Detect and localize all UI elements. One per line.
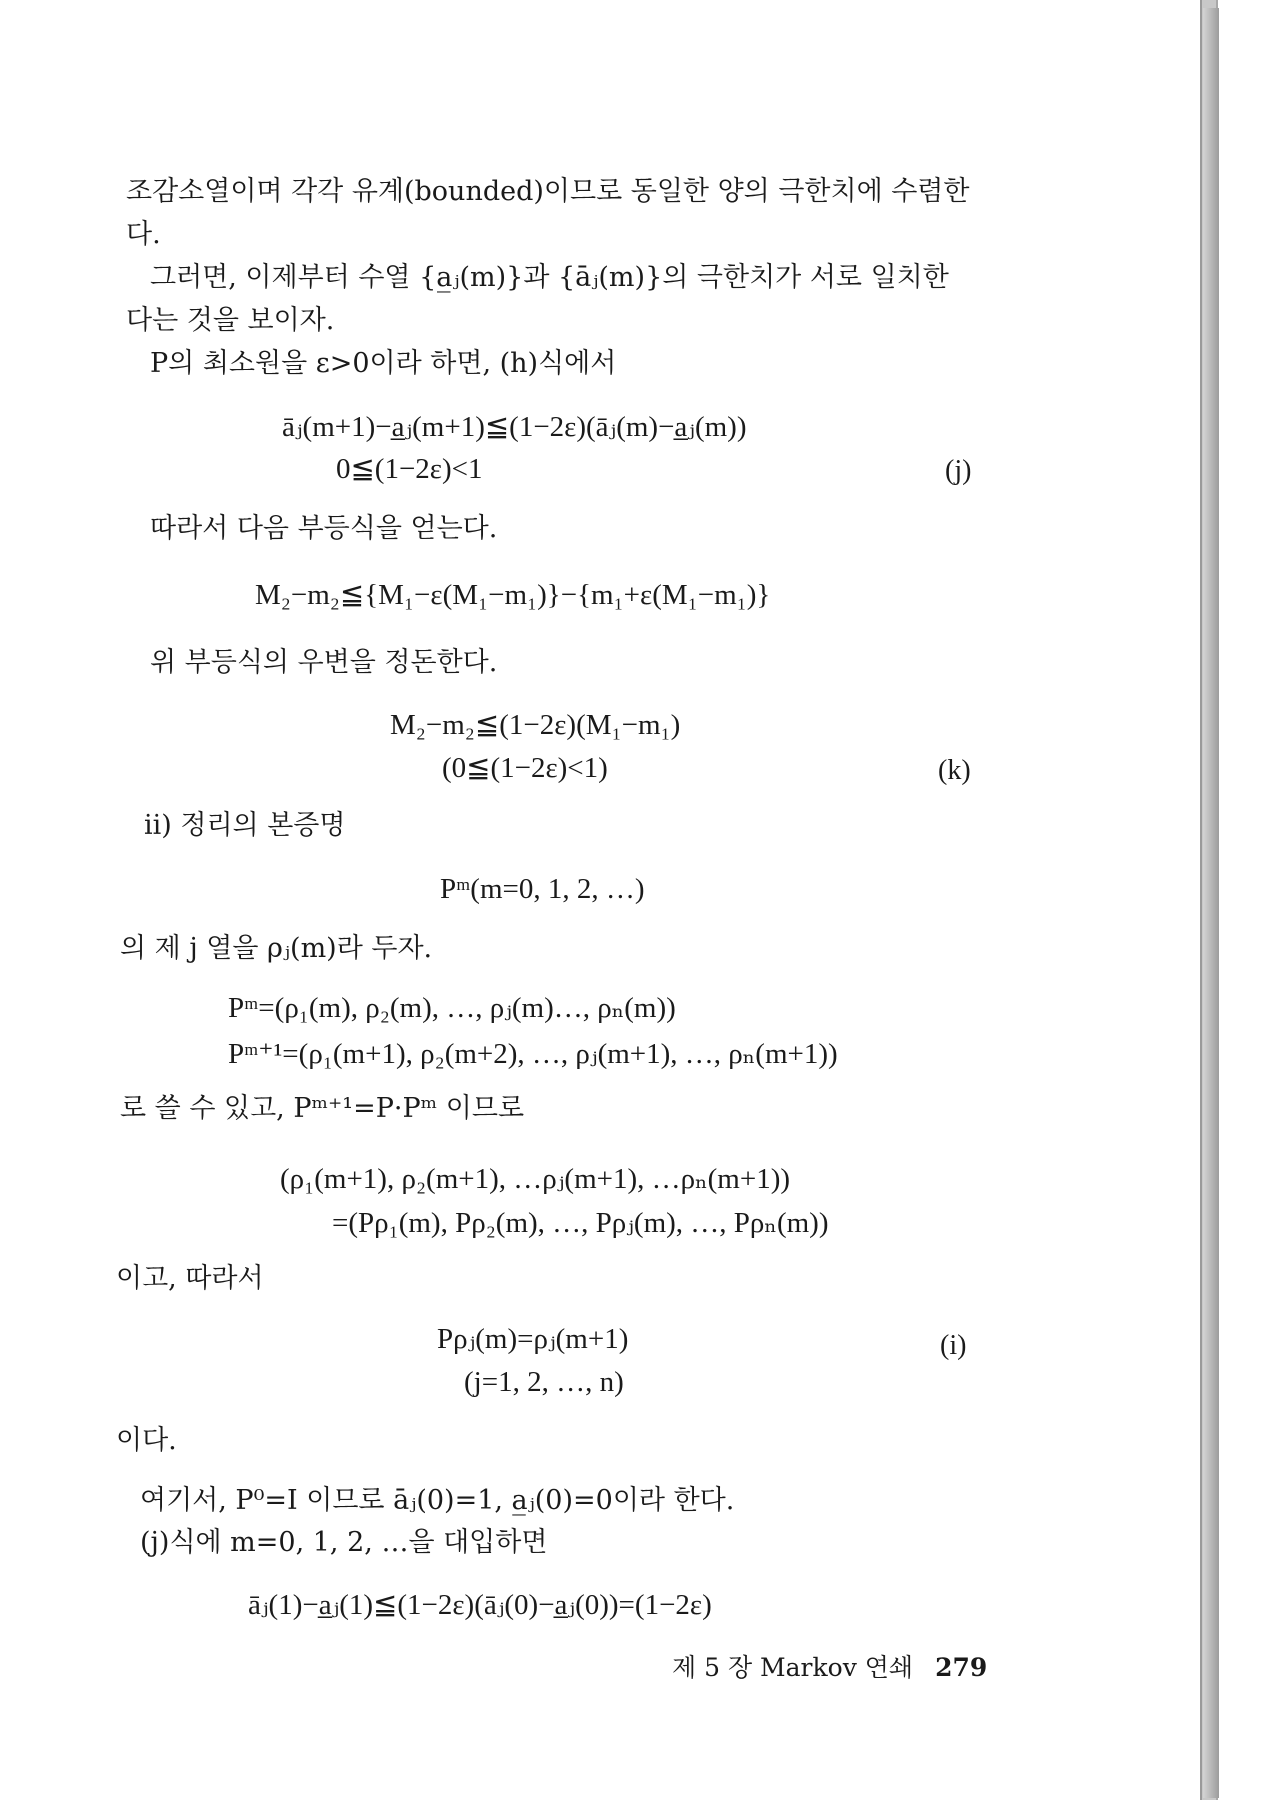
equation-tag-j: (j) bbox=[945, 455, 972, 486]
paragraph-line: 다. bbox=[126, 219, 161, 250]
page-edge-shadow bbox=[1203, 8, 1219, 1798]
page-footer bbox=[672, 1648, 987, 1684]
paragraph-line: 위 부등식의 우변을 정돈한다. bbox=[150, 647, 498, 678]
equation: āⱼ(m+1)−a̲ⱼ(m+1)≦(1−2ε)(āⱼ(m)−a̲ⱼ(m)) bbox=[282, 411, 747, 443]
paragraph-line: P의 최소원을 ε>0이라 하면, (h)식에서 bbox=[150, 348, 617, 379]
page-number: 279 bbox=[935, 1653, 988, 1682]
equation-tag-i: (i) bbox=[940, 1330, 967, 1361]
paragraph-line: 로 쓸 수 있고, Pᵐ⁺¹=P·Pᵐ 이므로 bbox=[120, 1093, 525, 1124]
paragraph-line: 의 제 j 열을 ρⱼ(m)라 두자. bbox=[120, 933, 433, 964]
paragraph-line: 그러면, 이제부터 수열 {a̲ⱼ(m)}과 {āⱼ(m)}의 극한치가 서로 일치한 bbox=[150, 262, 949, 293]
equation: (0≦(1−2ε)<1) bbox=[442, 752, 608, 784]
paragraph-line: 조감소열이며 각각 유계(bounded)이므로 동일한 양의 극한치에 수렴한 bbox=[126, 176, 970, 207]
paragraph-line: ii) 정리의 본증명 bbox=[144, 810, 346, 841]
equation: (j=1, 2, …, n) bbox=[464, 1366, 624, 1398]
paragraph-line: (j)식에 m=0, 1, 2, …을 대입하면 bbox=[140, 1527, 548, 1558]
paragraph-line: 따라서 다음 부등식을 얻는다. bbox=[150, 513, 498, 544]
equation: āⱼ(1)−a̲ⱼ(1)≦(1−2ε)(āⱼ(0)−a̲ⱼ(0))=(1−2ε) bbox=[248, 1589, 712, 1621]
equation: 0≦(1−2ε)<1 bbox=[336, 453, 483, 485]
equation: M₂−m₂≦(1−2ε)(M₁−m₁) bbox=[390, 709, 681, 741]
paragraph-line: 이다. bbox=[116, 1425, 177, 1456]
equation: (ρ₁(m+1), ρ₂(m+1), …ρⱼ(m+1), …ρₙ(m+1)) bbox=[280, 1163, 791, 1195]
paragraph-line: 여기서, P⁰=I 이므로 āⱼ(0)=1, a̲ⱼ(0)=0이라 한다. bbox=[140, 1485, 735, 1516]
equation: Pᵐ(m=0, 1, 2, …) bbox=[440, 873, 645, 905]
chapter-title: 제 5 장 Markov 연쇄 bbox=[672, 1653, 914, 1682]
paragraph-line: 이고, 따라서 bbox=[116, 1263, 264, 1294]
equation: Pᵐ=(ρ₁(m), ρ₂(m), …, ρⱼ(m)…, ρₙ(m)) bbox=[228, 992, 676, 1024]
equation: =(Pρ₁(m), Pρ₂(m), …, Pρⱼ(m), …, Pρₙ(m)) bbox=[332, 1207, 829, 1239]
equation-tag-k: (k) bbox=[938, 755, 971, 786]
equation: M₂−m₂≦{M₁−ε(M₁−m₁)}−{m₁+ε(M₁−m₁)} bbox=[255, 579, 771, 611]
equation: Pρⱼ(m)=ρⱼ(m+1) bbox=[437, 1323, 629, 1355]
paragraph-line: 다는 것을 보이자. bbox=[126, 305, 335, 336]
equation: Pᵐ⁺¹=(ρ₁(m+1), ρ₂(m+2), …, ρⱼ(m+1), …, ρₙ(m+1)) bbox=[228, 1038, 838, 1070]
